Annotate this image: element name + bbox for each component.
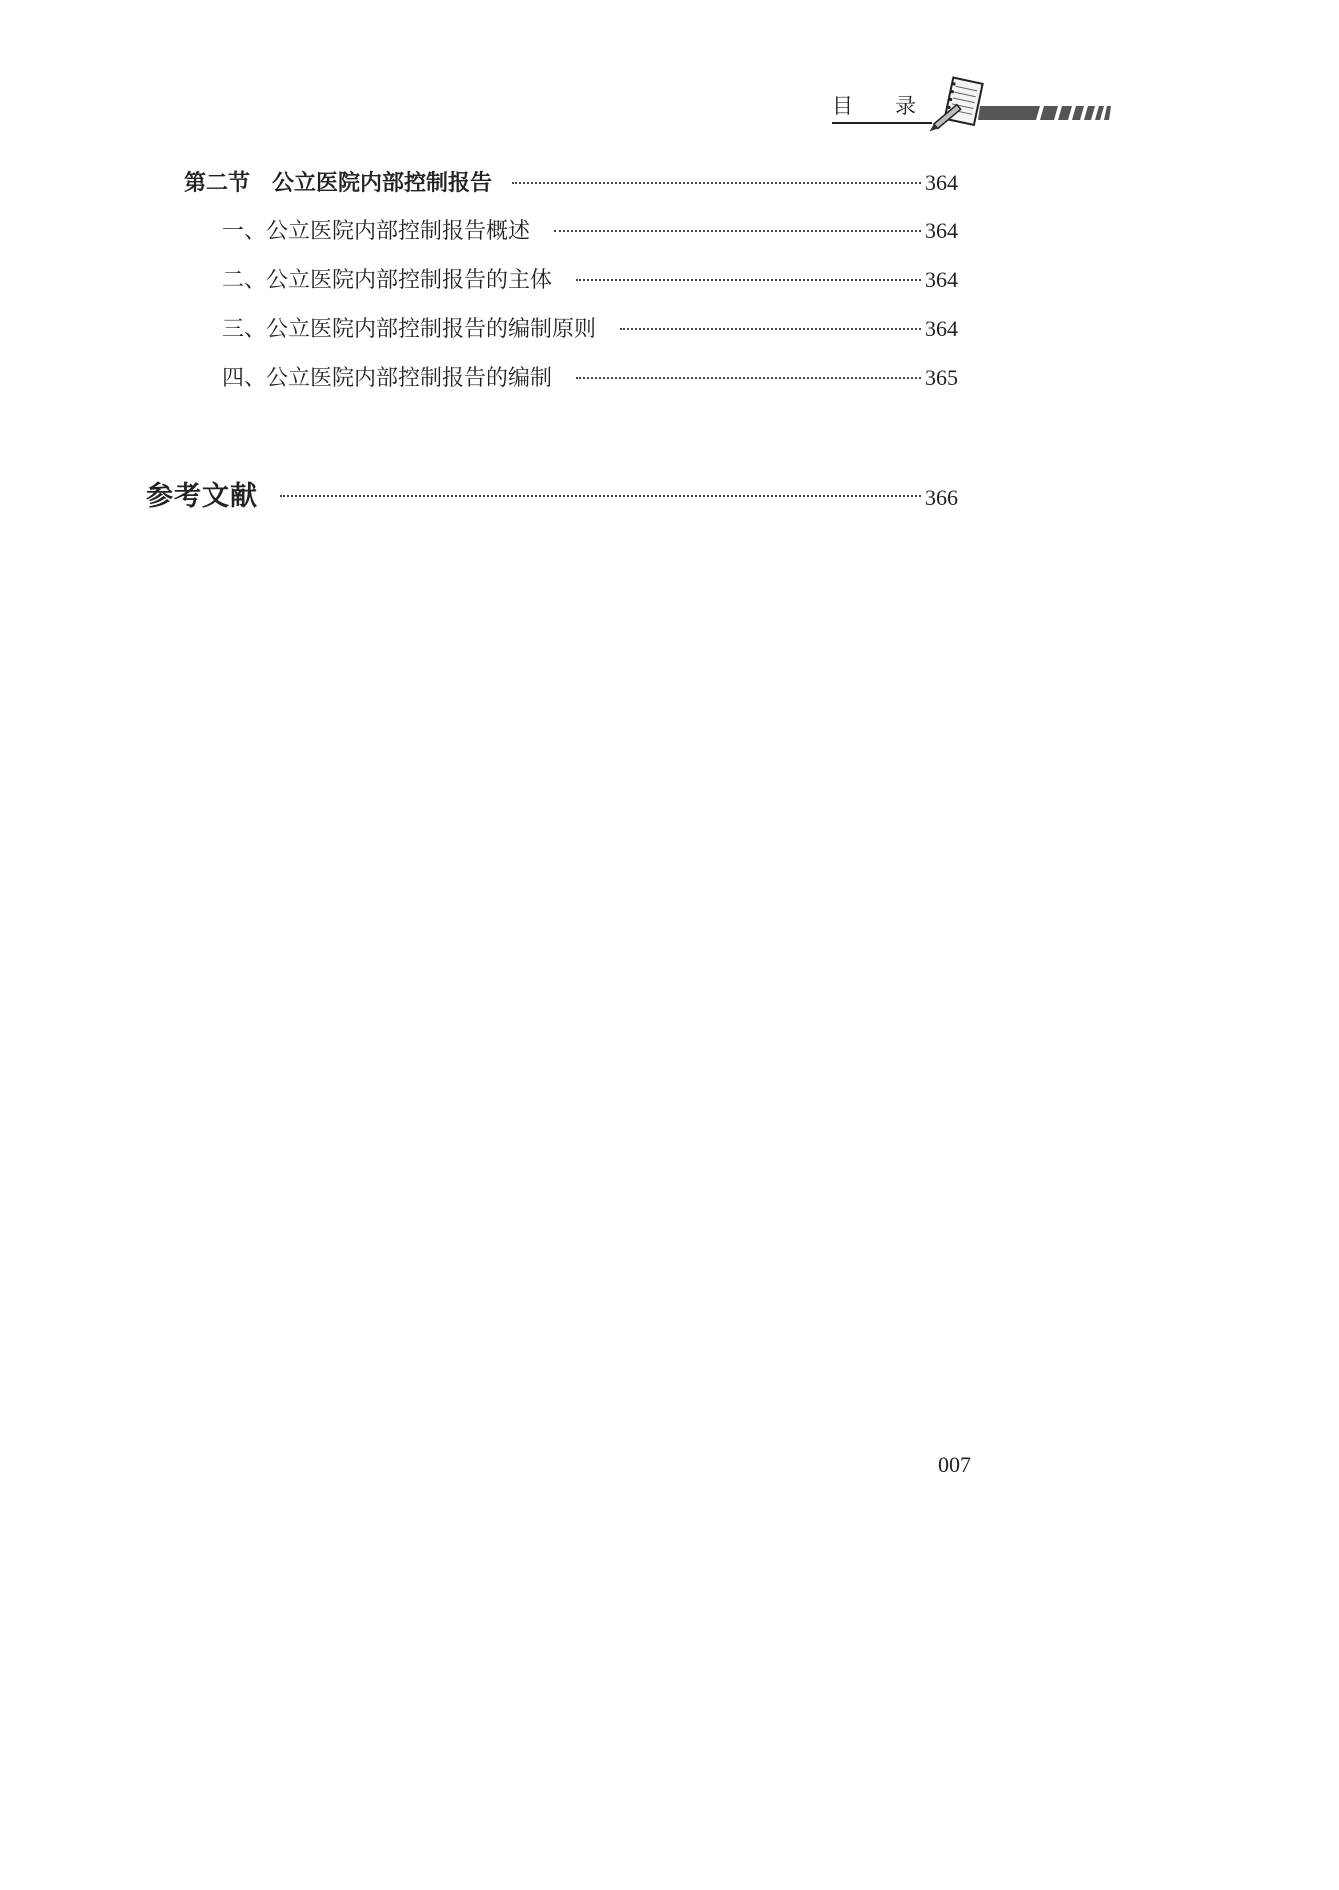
toc-section-label: 第二节 公立医院内部控制报告 bbox=[184, 171, 493, 196]
toc-item-label: 三、公立医院内部控制报告的编制原则 bbox=[222, 317, 597, 342]
toc-item-label: 二、公立医院内部控制报告的主体 bbox=[222, 268, 553, 293]
toc-page-number: 364 bbox=[925, 267, 958, 292]
toc-item-label: 一、公立医院内部控制报告概述 bbox=[222, 219, 531, 244]
toc-page-number: 364 bbox=[925, 316, 958, 341]
toc-leader-dots bbox=[620, 328, 921, 330]
toc-page-number: 364 bbox=[925, 170, 958, 195]
toc-page-number: 365 bbox=[925, 365, 958, 390]
header-title: 目 录 bbox=[832, 92, 932, 124]
toc-item-label: 四、公立医院内部控制报告的编制 bbox=[222, 366, 553, 391]
toc-page-number: 364 bbox=[925, 218, 958, 243]
toc-leader-dots bbox=[280, 495, 921, 497]
toc-leader-dots bbox=[576, 279, 921, 281]
toc-leader-dots bbox=[576, 377, 921, 379]
toc-leader-dots bbox=[554, 230, 921, 232]
toc-item-row[interactable] bbox=[222, 263, 958, 297]
toc-page-number: 366 bbox=[925, 485, 958, 510]
toc-leader-dots bbox=[512, 182, 921, 184]
toc-section-row[interactable] bbox=[184, 166, 958, 200]
toc-item-row[interactable] bbox=[222, 361, 958, 395]
running-header bbox=[0, 0, 1111, 140]
page-number: 007 bbox=[938, 1452, 971, 1477]
toc-item-row[interactable] bbox=[222, 312, 958, 346]
toc-references-label: 参考文献 bbox=[146, 481, 258, 512]
toc-item-row[interactable] bbox=[222, 214, 958, 248]
toc-references-row[interactable] bbox=[146, 474, 958, 514]
header-decorative-bars bbox=[978, 104, 1111, 122]
